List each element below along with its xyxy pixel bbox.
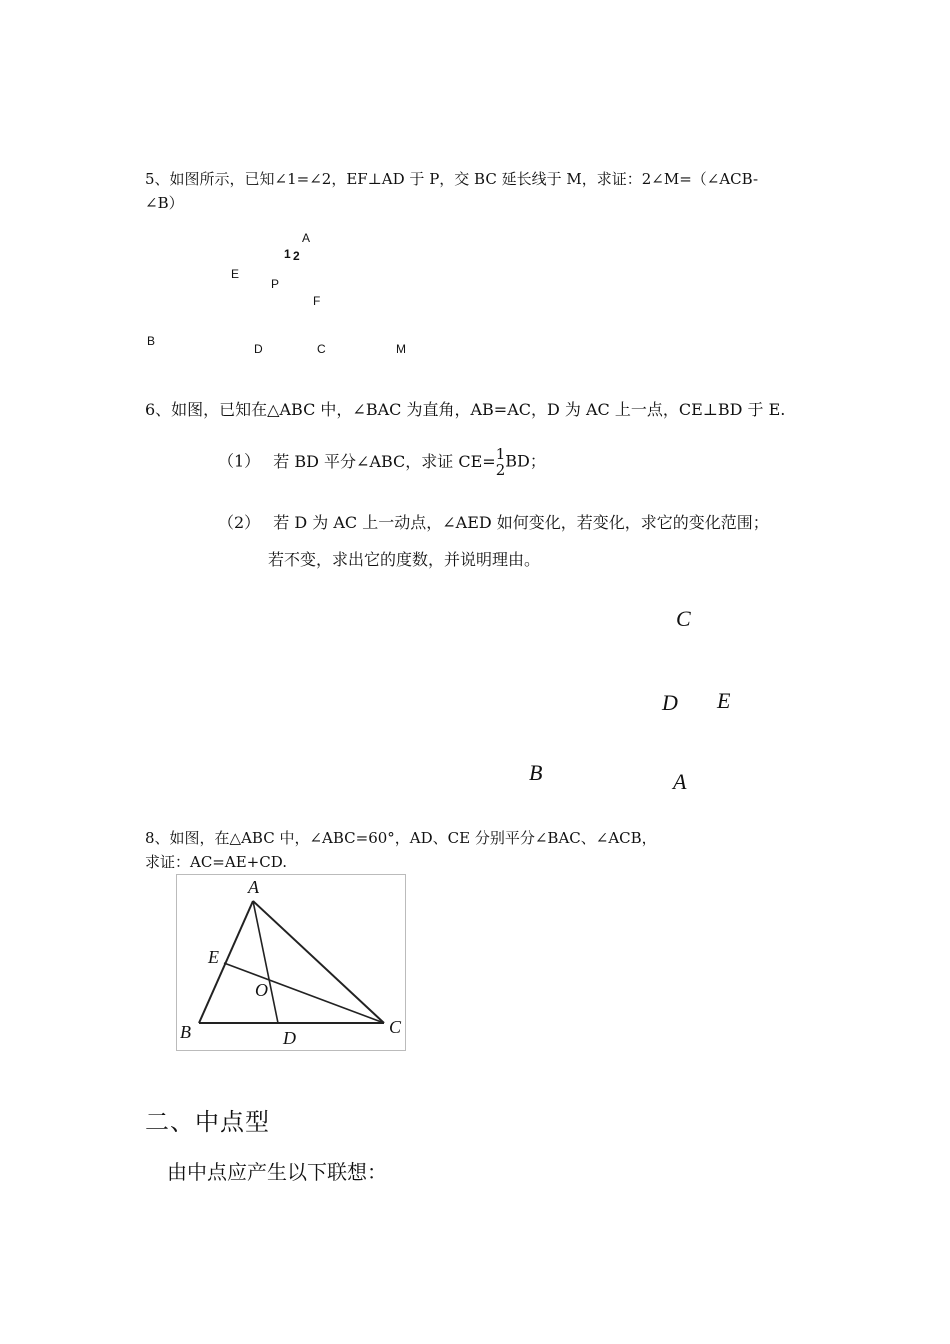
label-d: D (283, 1028, 296, 1048)
problem8-figure (176, 874, 406, 1051)
problem6-part2-line1 (218, 510, 769, 533)
label-a: A (302, 231, 311, 245)
label-o: O (255, 980, 268, 1000)
label-1: 1 (284, 247, 291, 261)
part2-number: （2） (218, 513, 261, 532)
label-e: E (231, 267, 240, 281)
label-p: P (271, 277, 280, 291)
label-c: C (317, 342, 326, 356)
problem5-line2: ∠B） (145, 194, 184, 212)
label-c: C (676, 606, 691, 631)
label-b: B (180, 1022, 191, 1042)
part2-text: 若 D 为 AC 上一动点，∠AED 如何变化，若变化，求它的变化范围； (273, 513, 769, 532)
side-ac (253, 901, 384, 1023)
label-b: B (147, 334, 156, 348)
problem6-part2-line2: 若不变，求出它的度数，并说明理由。 (268, 550, 541, 569)
bisector-ce (224, 963, 384, 1023)
label-b: B (529, 760, 543, 785)
label-m: M (396, 342, 406, 356)
fraction-one-half (496, 446, 506, 478)
problem8-line2: 求证：AC=AE+CD. (145, 853, 287, 871)
part1-text: 若 BD 平分∠ABC，求证 CE= (273, 451, 496, 471)
bisector-ad (253, 901, 278, 1023)
part1-number: （1） (218, 451, 261, 471)
label-e: E (717, 688, 731, 713)
label-2: 2 (293, 249, 300, 263)
problem6-part1 (218, 446, 546, 486)
label-d: D (662, 690, 678, 715)
label-d: D (254, 342, 263, 356)
label-e: E (208, 947, 219, 967)
problem6-statement: 6、如图，已知在△ABC 中，∠BAC 为直角，AB=AC，D 为 AC 上一点，CE⊥BD 于 E. (145, 400, 786, 419)
label-a: A (248, 877, 259, 897)
fraction-numerator: 1 (495, 445, 506, 463)
label-f: F (313, 294, 321, 308)
section-heading: 二、中点型 (145, 1108, 270, 1136)
section-intro: 由中点应产生以下联想： (167, 1160, 387, 1184)
triangle-diagram (177, 875, 405, 1050)
label-c: C (389, 1017, 402, 1037)
problem5-line1: 5、如图所示，已知∠1=∠2，EF⊥AD 于 P，交 BC 延长线于 M，求证：2∠M=（∠ACB- (145, 170, 759, 188)
label-a: A (673, 769, 687, 794)
problem8-line1: 8、如图，在△ABC 中，∠ABC=60°，AD、CE 分别平分∠BAC、∠ACB， (145, 829, 657, 847)
part1-tail: BD； (505, 451, 546, 471)
fraction-denominator: 2 (495, 461, 506, 479)
